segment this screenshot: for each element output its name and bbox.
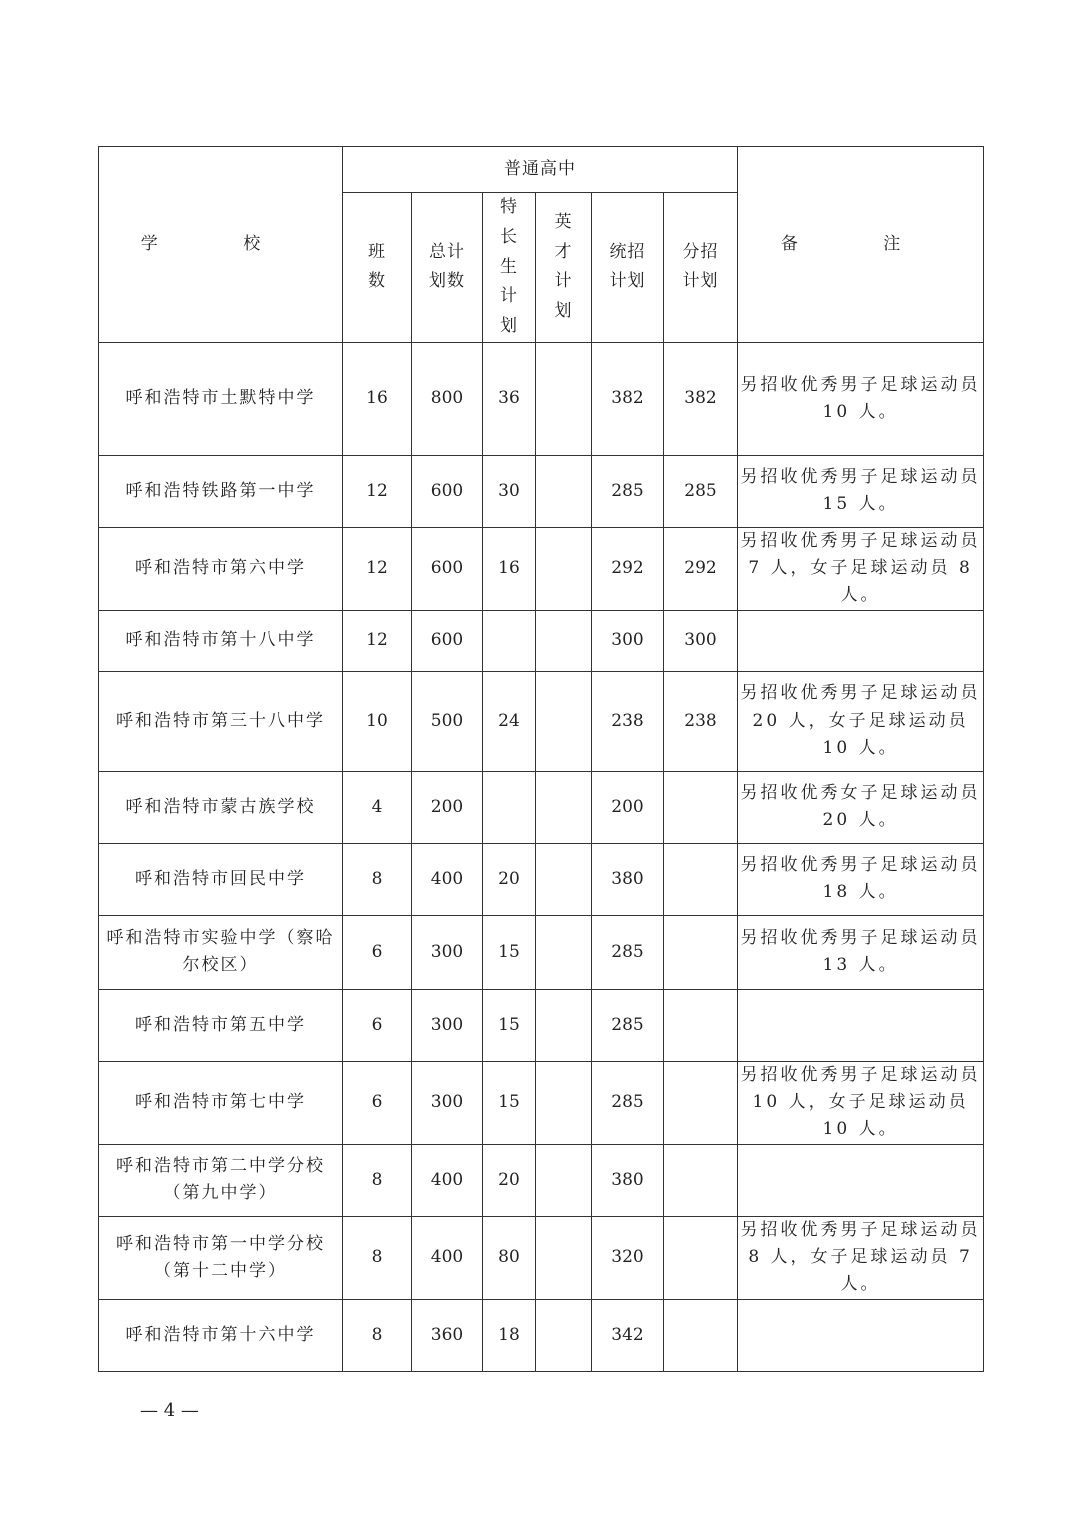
classes-cell: 8: [343, 1216, 412, 1299]
allocated-plan-cell: [664, 1144, 738, 1216]
talent-plan-cell: [536, 1144, 592, 1216]
unified-plan-cell: 320: [592, 1216, 664, 1299]
unified-plan-cell: 285: [592, 455, 664, 527]
classes-cell: 10: [343, 671, 412, 771]
allocated-plan-cell: 382: [664, 342, 738, 455]
total-plan-cell: 400: [412, 843, 483, 915]
note-cell: 另招收优秀男子足球运动员 8 人，女子足球运动员 7 人。: [738, 1216, 984, 1299]
total-plan-cell: 500: [412, 671, 483, 771]
header-total-plan: 总计划数: [412, 193, 483, 343]
classes-cell: 16: [343, 342, 412, 455]
specialty-plan-cell: [483, 771, 536, 843]
note-cell: 另招收优秀男子足球运动员 18 人。: [738, 843, 984, 915]
talent-plan-cell: [536, 843, 592, 915]
specialty-plan-cell: 20: [483, 1144, 536, 1216]
unified-plan-cell: 200: [592, 771, 664, 843]
note-cell: 另招收优秀男子足球运动员 10 人。: [738, 342, 984, 455]
school-name: 呼和浩特铁路第一中学: [99, 455, 343, 527]
specialty-plan-cell: 15: [483, 989, 536, 1061]
table-row: [99, 527, 984, 610]
note-cell: 另招收优秀男子足球运动员 7 人，女子足球运动员 8 人。: [738, 527, 984, 610]
school-name: 呼和浩特市第二中学分校（第九中学）: [99, 1144, 343, 1216]
total-plan-cell: 600: [412, 455, 483, 527]
specialty-plan-cell: 80: [483, 1216, 536, 1299]
enrollment-plan-table: [98, 146, 984, 1372]
talent-plan-cell: [536, 915, 592, 989]
school-name: 呼和浩特市蒙古族学校: [99, 771, 343, 843]
school-name: 呼和浩特市回民中学: [99, 843, 343, 915]
classes-cell: 4: [343, 771, 412, 843]
table-row: [99, 1061, 984, 1144]
note-cell: [738, 1299, 984, 1371]
header-talent-plan: 英才计划: [536, 193, 592, 343]
school-name: 呼和浩特市第七中学: [99, 1061, 343, 1144]
unified-plan-cell: 285: [592, 915, 664, 989]
specialty-plan-cell: 15: [483, 915, 536, 989]
header-unified-plan: 统招计划: [592, 193, 664, 343]
school-name: 呼和浩特市土默特中学: [99, 342, 343, 455]
unified-plan-cell: 380: [592, 843, 664, 915]
classes-cell: 6: [343, 989, 412, 1061]
header-specialty-plan: 特长生计划: [483, 193, 536, 343]
unified-plan-cell: 285: [592, 1061, 664, 1144]
unified-plan-cell: 380: [592, 1144, 664, 1216]
header-school: 学 校: [99, 147, 343, 343]
unified-plan-cell: 342: [592, 1299, 664, 1371]
table-row: [99, 771, 984, 843]
talent-plan-cell: [536, 1299, 592, 1371]
table-row: [99, 989, 984, 1061]
classes-cell: 6: [343, 915, 412, 989]
table-row: [99, 455, 984, 527]
unified-plan-cell: 292: [592, 527, 664, 610]
allocated-plan-cell: 238: [664, 671, 738, 771]
note-cell: 另招收优秀男子足球运动员 15 人。: [738, 455, 984, 527]
note-cell: [738, 610, 984, 671]
note-cell: 另招收优秀男子足球运动员 10 人，女子足球运动员 10 人。: [738, 1061, 984, 1144]
school-name: 呼和浩特市第十六中学: [99, 1299, 343, 1371]
allocated-plan-cell: [664, 1061, 738, 1144]
total-plan-cell: 360: [412, 1299, 483, 1371]
note-cell: 另招收优秀男子足球运动员 20 人，女子足球运动员 10 人。: [738, 671, 984, 771]
table-row: [99, 671, 984, 771]
unified-plan-cell: 300: [592, 610, 664, 671]
table-row: [99, 342, 984, 455]
classes-cell: 12: [343, 455, 412, 527]
school-name: 呼和浩特市第十八中学: [99, 610, 343, 671]
total-plan-cell: 600: [412, 527, 483, 610]
table-row: [99, 610, 984, 671]
classes-cell: 8: [343, 1299, 412, 1371]
note-cell: 另招收优秀女子足球运动员 20 人。: [738, 771, 984, 843]
allocated-plan-cell: [664, 1216, 738, 1299]
table-row: [99, 1216, 984, 1299]
allocated-plan-cell: [664, 1299, 738, 1371]
talent-plan-cell: [536, 671, 592, 771]
header-regular-high-school: 普通高中: [343, 147, 738, 193]
allocated-plan-cell: 300: [664, 610, 738, 671]
specialty-plan-cell: 20: [483, 843, 536, 915]
specialty-plan-cell: 16: [483, 527, 536, 610]
specialty-plan-cell: 18: [483, 1299, 536, 1371]
total-plan-cell: 300: [412, 1061, 483, 1144]
total-plan-cell: 300: [412, 989, 483, 1061]
note-cell: [738, 989, 984, 1061]
classes-cell: 8: [343, 843, 412, 915]
talent-plan-cell: [536, 1061, 592, 1144]
header-notes: 备 注: [738, 147, 984, 343]
total-plan-cell: 300: [412, 915, 483, 989]
total-plan-cell: 600: [412, 610, 483, 671]
total-plan-cell: 200: [412, 771, 483, 843]
table-row: [99, 1144, 984, 1216]
header-allocated-plan: 分招计划: [664, 193, 738, 343]
talent-plan-cell: [536, 342, 592, 455]
school-name: 呼和浩特市第一中学分校（第十二中学）: [99, 1216, 343, 1299]
unified-plan-cell: 285: [592, 989, 664, 1061]
table-row: [99, 1299, 984, 1371]
unified-plan-cell: 238: [592, 671, 664, 771]
talent-plan-cell: [536, 610, 592, 671]
talent-plan-cell: [536, 527, 592, 610]
total-plan-cell: 400: [412, 1216, 483, 1299]
specialty-plan-cell: 15: [483, 1061, 536, 1144]
allocated-plan-cell: [664, 989, 738, 1061]
specialty-plan-cell: 24: [483, 671, 536, 771]
talent-plan-cell: [536, 989, 592, 1061]
specialty-plan-cell: 36: [483, 342, 536, 455]
talent-plan-cell: [536, 455, 592, 527]
allocated-plan-cell: [664, 915, 738, 989]
table-row: [99, 915, 984, 989]
specialty-plan-cell: 30: [483, 455, 536, 527]
classes-cell: 12: [343, 527, 412, 610]
allocated-plan-cell: 285: [664, 455, 738, 527]
total-plan-cell: 800: [412, 342, 483, 455]
allocated-plan-cell: [664, 843, 738, 915]
school-name: 呼和浩特市第六中学: [99, 527, 343, 610]
classes-cell: 8: [343, 1144, 412, 1216]
total-plan-cell: 400: [412, 1144, 483, 1216]
allocated-plan-cell: 292: [664, 527, 738, 610]
talent-plan-cell: [536, 1216, 592, 1299]
note-cell: 另招收优秀男子足球运动员 13 人。: [738, 915, 984, 989]
school-name: 呼和浩特市第三十八中学: [99, 671, 343, 771]
unified-plan-cell: 382: [592, 342, 664, 455]
header-classes: 班数: [343, 193, 412, 343]
page-number: — 4 —: [140, 1400, 199, 1421]
classes-cell: 6: [343, 1061, 412, 1144]
school-name: 呼和浩特市第五中学: [99, 989, 343, 1061]
classes-cell: 12: [343, 610, 412, 671]
note-cell: [738, 1144, 984, 1216]
table-row: [99, 843, 984, 915]
allocated-plan-cell: [664, 771, 738, 843]
specialty-plan-cell: [483, 610, 536, 671]
school-name: 呼和浩特市实验中学（察哈尔校区）: [99, 915, 343, 989]
talent-plan-cell: [536, 771, 592, 843]
